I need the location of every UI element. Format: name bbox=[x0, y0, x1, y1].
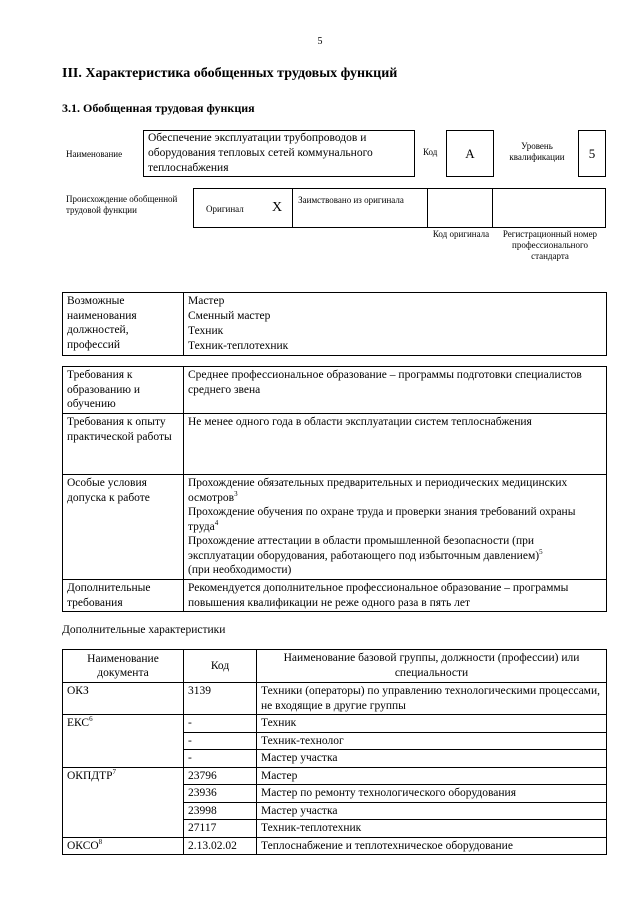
code-cell: - bbox=[184, 732, 257, 750]
position-item: Мастер bbox=[188, 295, 225, 307]
code-cell: - bbox=[184, 715, 257, 733]
section-title: III. Характеристика обобщенных трудовых функций bbox=[62, 66, 398, 81]
function-name: Обеспечение эксплуатации трубопроводов и оборудования тепловых сетей коммунального теплоснабжения bbox=[148, 132, 373, 174]
name-cell: Теплоснабжение и теплотехническое оборудование bbox=[257, 837, 607, 855]
code-cell: 27117 bbox=[184, 820, 257, 838]
requirement-paragraph: Прохождение аттестации в области промышленной безопасности (при эксплуатации оборудования, работающего под избыточным давлением) bbox=[188, 535, 540, 562]
reg-number-box bbox=[492, 188, 606, 228]
borrowed-label: Заимствовано из оригинала bbox=[298, 195, 404, 205]
position-item: Сменный мастер bbox=[188, 310, 271, 322]
footnote-ref: 5 bbox=[539, 547, 543, 556]
table-row bbox=[63, 820, 607, 838]
code-cell: 23998 bbox=[184, 802, 257, 820]
table-row bbox=[63, 715, 607, 733]
code-cell: 23796 bbox=[184, 767, 257, 785]
code-cell: - bbox=[184, 750, 257, 768]
name-cell: Мастер по ремонту технологического оборудования bbox=[257, 785, 607, 803]
doc-cell: ОКПДТР$^7$ bbox=[63, 767, 184, 785]
origin-label: Происхождение обобщенной трудовой функции bbox=[66, 194, 178, 215]
level-label: Уровень квалификации bbox=[509, 141, 565, 162]
table-row bbox=[63, 837, 607, 855]
name-cell: Мастер bbox=[257, 767, 607, 785]
doc-cell: ОКСО$^8$ bbox=[63, 837, 184, 855]
table-row bbox=[63, 750, 607, 768]
name-cell: Техники (операторы) по управлению технологическими процессами, не входящие в другие группы bbox=[257, 683, 607, 715]
level-value: 5 bbox=[588, 145, 596, 161]
doc-cell bbox=[63, 785, 184, 803]
requirements-table bbox=[62, 366, 607, 612]
footnote-ref: 3 bbox=[234, 489, 238, 498]
requirement-text: Рекомендуется дополнительное профессиональное образование – программы повышения квалификации не реже одного раза в пять лет bbox=[184, 580, 607, 612]
original-box bbox=[193, 188, 293, 228]
doc-cell: ОКЗ bbox=[63, 683, 184, 715]
page-number: 5 bbox=[317, 36, 323, 47]
code-box bbox=[446, 130, 494, 177]
requirement-paragraph: (при необходимости) bbox=[188, 564, 292, 576]
table-row bbox=[63, 732, 607, 750]
name-cell: Техник-технолог bbox=[257, 732, 607, 750]
code-cell: 23936 bbox=[184, 785, 257, 803]
doc-cell bbox=[63, 750, 184, 768]
requirement-text: Не менее одного года в области эксплуатации систем теплоснабжения bbox=[184, 414, 607, 475]
table-row bbox=[63, 767, 607, 785]
requirement-row bbox=[63, 367, 607, 414]
original-code-caption: Код оригинала bbox=[432, 229, 490, 239]
function-name-box bbox=[143, 130, 415, 177]
subsection-title: 3.1. Обобщенная трудовая функция bbox=[62, 101, 255, 115]
doc-cell bbox=[63, 802, 184, 820]
positions-label: Возможные наименования должностей, профессий bbox=[63, 293, 184, 356]
code-value: А bbox=[465, 145, 475, 161]
name-cell: Мастер участка bbox=[257, 802, 607, 820]
original-code-box bbox=[427, 188, 493, 228]
requirement-row bbox=[63, 475, 607, 580]
requirement-label: Особые условия допуска к работе bbox=[63, 475, 184, 580]
doc-cell bbox=[63, 732, 184, 750]
footnote-ref: 4 bbox=[214, 518, 219, 527]
reg-number-caption: Регистрационный номер профессионального стандарта bbox=[502, 229, 598, 261]
code-cell: 2.13.02.02 bbox=[184, 837, 257, 855]
table-row bbox=[63, 683, 607, 715]
table-row bbox=[63, 802, 607, 820]
doc-cell bbox=[63, 820, 184, 838]
table-row bbox=[63, 785, 607, 803]
borrowed-box bbox=[292, 188, 428, 228]
position-item: Техник-теплотехник bbox=[188, 340, 289, 352]
requirement-row bbox=[63, 580, 607, 612]
code-cell: 3139 bbox=[184, 683, 257, 715]
additional-title: Дополнительные характеристики bbox=[62, 624, 226, 636]
requirement-paragraph: Прохождение обязательных предварительных и периодических медицинских осмотров bbox=[188, 477, 568, 504]
requirement-label: Требования к опыту практической работы bbox=[63, 414, 184, 475]
positions-table bbox=[62, 292, 607, 356]
original-mark: Х bbox=[272, 200, 283, 215]
name-cell: Техник bbox=[257, 715, 607, 733]
original-label: Оригинал bbox=[206, 204, 244, 214]
requirement-paragraph: Прохождение обучения по охране труда и проверки знания требований охраны труда bbox=[188, 506, 576, 533]
additional-table bbox=[62, 649, 607, 855]
requirement-label: Требования к образованию и обучению bbox=[63, 367, 184, 414]
name-cell: Мастер участка bbox=[257, 750, 607, 768]
name-label: Наименование bbox=[66, 149, 123, 159]
column-header: Наименование базовой группы, должности (профессии) или специальности bbox=[257, 650, 607, 683]
position-item: Техник bbox=[188, 325, 224, 337]
requirement-text: Среднее профессиональное образование – программы подготовки специалистов среднего звена bbox=[184, 367, 607, 414]
requirement-label: Дополнительные требования bbox=[63, 580, 184, 612]
column-header: Наименование документа bbox=[63, 650, 184, 683]
table-header-row bbox=[63, 650, 607, 683]
requirement-text bbox=[184, 475, 607, 580]
level-box bbox=[578, 130, 606, 177]
name-cell: Техник-теплотехник bbox=[257, 820, 607, 838]
doc-cell: ЕКС$^6$ bbox=[63, 715, 184, 733]
code-label: Код bbox=[423, 147, 438, 157]
column-header: Код bbox=[184, 650, 257, 683]
requirement-row bbox=[63, 414, 607, 475]
